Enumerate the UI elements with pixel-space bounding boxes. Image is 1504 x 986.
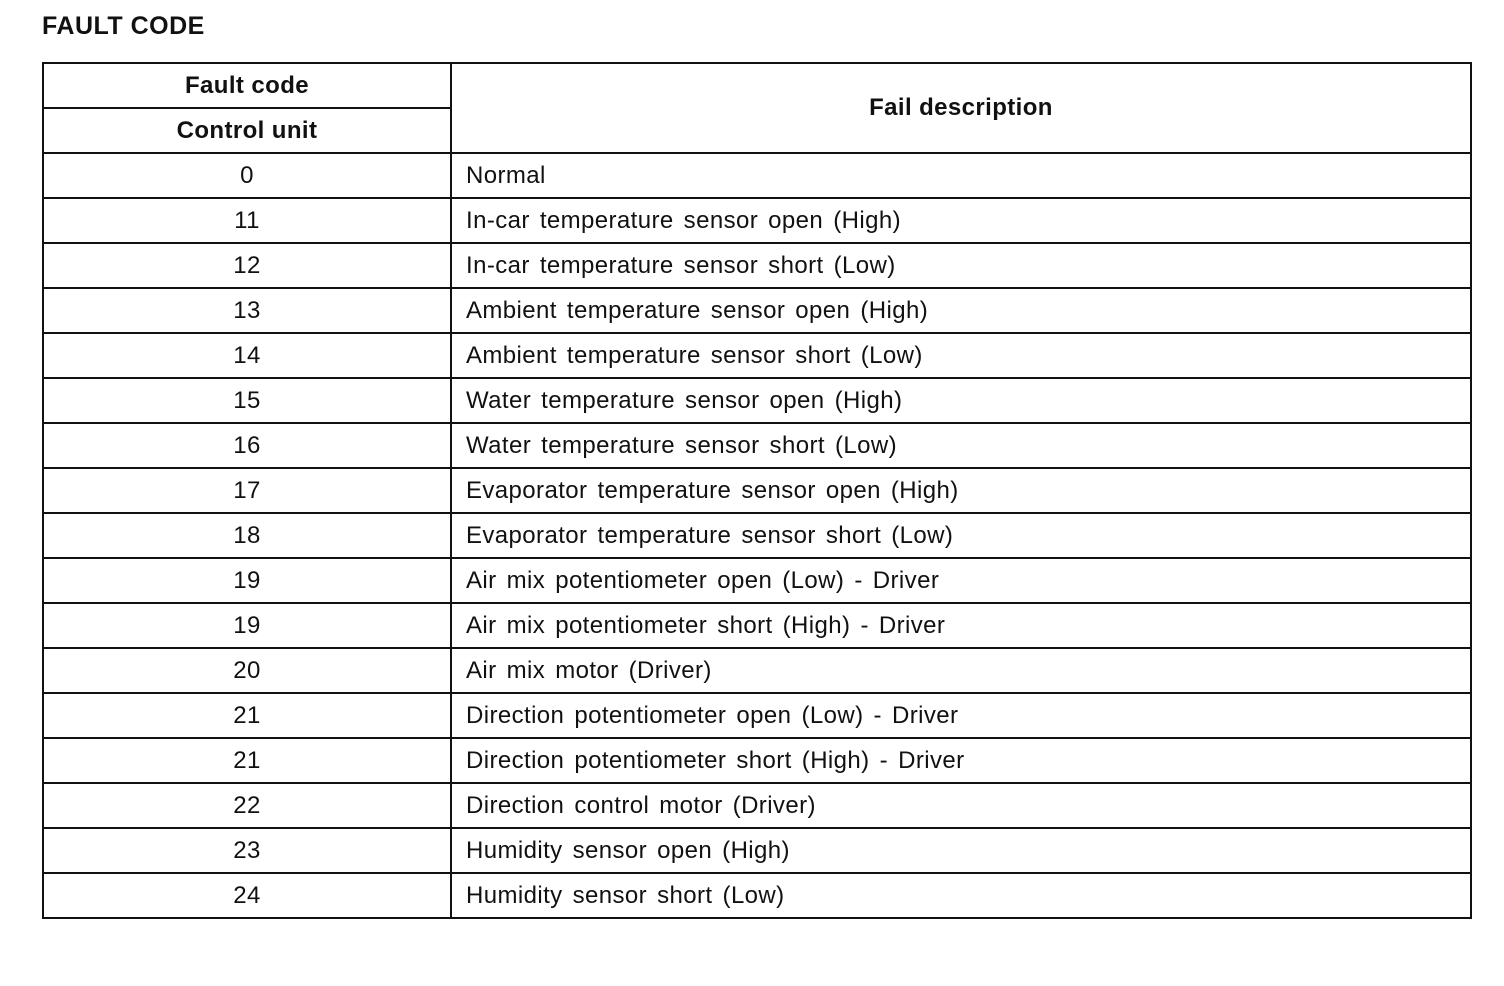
fail-description-cell: Ambient temperature sensor short (Low) xyxy=(451,333,1471,378)
fail-description-cell: In-car temperature sensor open (High) xyxy=(451,198,1471,243)
fail-description-cell: Direction potentiometer open (Low) - Driver xyxy=(451,693,1471,738)
fault-code-cell: 18 xyxy=(43,513,451,558)
header-control-unit: Control unit xyxy=(43,108,451,153)
table-row xyxy=(43,648,1471,693)
fault-code-cell: 15 xyxy=(43,378,451,423)
fault-code-cell: 17 xyxy=(43,468,451,513)
table-row xyxy=(43,828,1471,873)
fail-description-cell: Direction control motor (Driver) xyxy=(451,783,1471,828)
fail-description-cell: Air mix potentiometer short (High) - Driver xyxy=(451,603,1471,648)
table-row xyxy=(43,603,1471,648)
fail-description-cell: Humidity sensor short (Low) xyxy=(451,873,1471,918)
table-body xyxy=(43,153,1471,918)
fail-description-cell: Air mix potentiometer open (Low) - Driver xyxy=(451,558,1471,603)
table-row xyxy=(43,288,1471,333)
table-row xyxy=(43,378,1471,423)
fail-description-cell: Humidity sensor open (High) xyxy=(451,828,1471,873)
fault-code-cell: 21 xyxy=(43,693,451,738)
fail-description-cell: Evaporator temperature sensor short (Low) xyxy=(451,513,1471,558)
fail-description-cell: Evaporator temperature sensor open (High) xyxy=(451,468,1471,513)
table-row xyxy=(43,333,1471,378)
table-row xyxy=(43,738,1471,783)
fail-description-cell: Water temperature sensor open (High) xyxy=(451,378,1471,423)
table-row xyxy=(43,153,1471,198)
table-row xyxy=(43,513,1471,558)
table-row xyxy=(43,468,1471,513)
fault-code-cell: 21 xyxy=(43,738,451,783)
fail-description-cell: In-car temperature sensor short (Low) xyxy=(451,243,1471,288)
table-row xyxy=(43,693,1471,738)
fault-code-cell: 14 xyxy=(43,333,451,378)
fault-code-cell: 12 xyxy=(43,243,451,288)
fault-code-cell: 20 xyxy=(43,648,451,693)
table-row xyxy=(43,198,1471,243)
page-title: FAULT CODE xyxy=(42,12,205,40)
table-row xyxy=(43,783,1471,828)
fail-description-cell: Ambient temperature sensor open (High) xyxy=(451,288,1471,333)
fail-description-cell: Air mix motor (Driver) xyxy=(451,648,1471,693)
fault-code-cell: 22 xyxy=(43,783,451,828)
table-row xyxy=(43,558,1471,603)
table-row xyxy=(43,243,1471,288)
fault-code-cell: 23 xyxy=(43,828,451,873)
fault-code-cell: 19 xyxy=(43,603,451,648)
fail-description-cell: Normal xyxy=(451,153,1471,198)
fault-code-cell: 11 xyxy=(43,198,451,243)
header-fault-code: Fault code xyxy=(43,63,451,108)
table-row xyxy=(43,873,1471,918)
fail-description-cell: Water temperature sensor short (Low) xyxy=(451,423,1471,468)
fail-description-cell: Direction potentiometer short (High) - Driver xyxy=(451,738,1471,783)
fault-code-cell: 13 xyxy=(43,288,451,333)
fault-code-cell: 19 xyxy=(43,558,451,603)
fault-code-cell: 24 xyxy=(43,873,451,918)
table-row xyxy=(43,423,1471,468)
fault-code-cell: 16 xyxy=(43,423,451,468)
header-fail-description: Fail description xyxy=(451,63,1471,153)
fault-code-table xyxy=(42,62,1472,919)
fault-code-cell: 0 xyxy=(43,153,451,198)
header-row-top xyxy=(43,63,1471,108)
